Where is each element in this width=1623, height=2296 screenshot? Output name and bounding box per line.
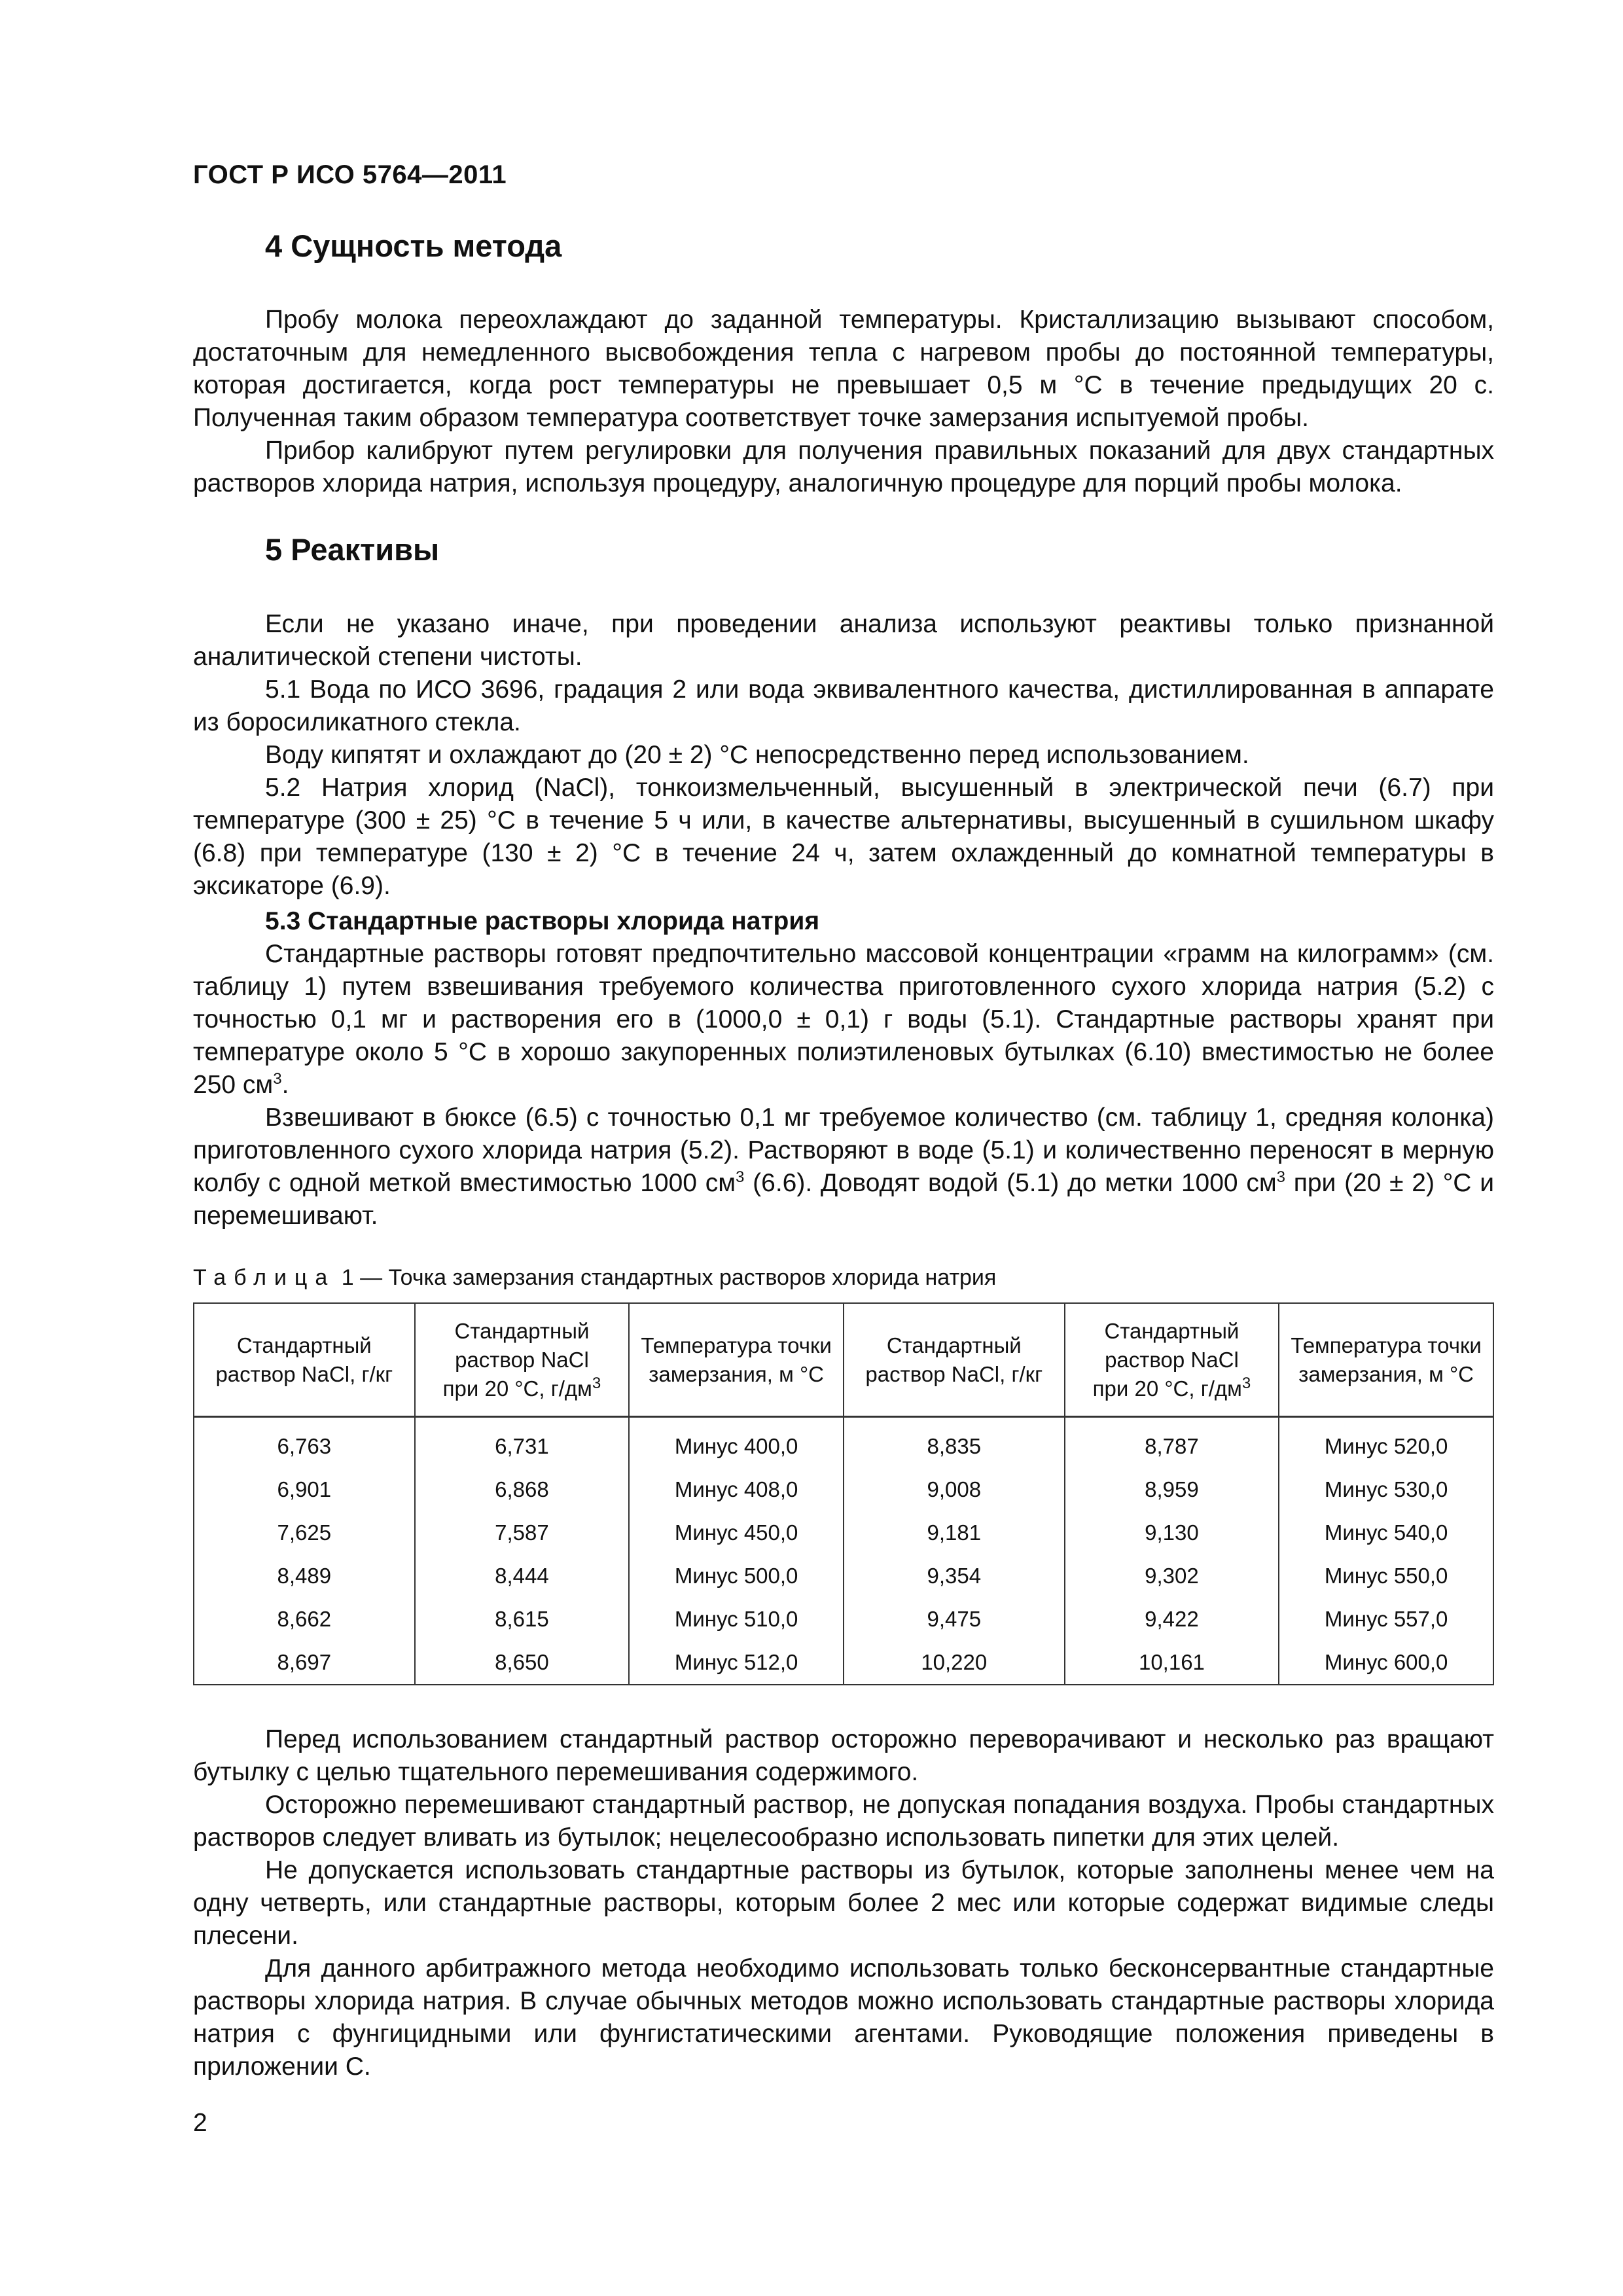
body-paragraph: Не допускается использовать стандартные растворы из бутылок, которые заполнены менее чем на одну четверть, или стандартные растворы, которым более 2 мес или которые содержат видимые следы плесени. [193, 1856, 1494, 1950]
table-cell: 8,444 [415, 1554, 630, 1598]
table-header-cell [415, 1303, 630, 1417]
header-line: Стандартный [236, 1333, 372, 1357]
table-header-cell [1279, 1303, 1493, 1417]
table-header-cell [629, 1303, 844, 1417]
header-line: Температура точки [1291, 1333, 1482, 1357]
table-cell: 9,475 [844, 1598, 1065, 1641]
clause-5-2-paragraph: 5.2 Натрия хлорид (NaCl), тонкоизмельченный, высушенный в электрической печи (6.7) при температуре (300 ± 25) °С в течение 5 ч или, в качестве альтернативы, высушенный в сушильном шкафу (6.8) при температуре (130 ± 2) °С в течение 24 ч, затем охлажденный до комнатной температуры в эксикаторе (6.9). [193, 773, 1494, 900]
table-cell: 9,008 [844, 1468, 1065, 1511]
table-row [194, 1417, 1493, 1469]
clause-5-1-note-paragraph: Воду кипятят и охлаждают до (20 ± 2) °С непосредственно перед использованием. [265, 740, 1249, 769]
clause-5-3-subheading: 5.3 Стандартные растворы хлорида натрия [265, 906, 820, 935]
table-cell: Минус 512,0 [629, 1641, 844, 1685]
table-caption-prefix: Таблица [193, 1265, 336, 1290]
clause-5-3-text: (6.6). Доводят водой (5.1) до метки 1000 см [744, 1168, 1277, 1197]
body-paragraph: Для данного арбитражного метода необходимо использовать только бесконсервантные стандартные растворы хлорида натрия. В случае обычных методов можно использовать стандартные растворы хлорида натрия с фунгицидными или фунгистатическими агентами. Руководящие положения приведены в приложении С. [193, 1954, 1494, 2081]
clause-5-3-text: Взвешивают в бюксе (6.5) с точностью 0,1 мг требуемое количество (см. таблицу 1, средняя колонка) приготовленного сухого хлорида натрия (5.2). Растворяют в воде (5.1) и количественно переносят в мерную колбу с одной меткой вместимостью 1000 см [193, 1103, 1494, 1197]
table-cell: Минус 540,0 [1279, 1511, 1493, 1554]
header-line: замерзания, м °С [1298, 1361, 1474, 1386]
clause-5-1-paragraph: 5.1 Вода по ИСО 3696, градация 2 или вода эквивалентного качества, дистиллированная в аппарате из боросиликатного стекла. [193, 675, 1494, 736]
section-5-heading: 5 Реактивы [265, 532, 440, 567]
table-cell: 8,650 [415, 1641, 630, 1685]
table-cell: Минус 400,0 [629, 1417, 844, 1469]
document-code-header: ГОСТ Р ИСО 5764—2011 [193, 160, 507, 189]
clause-5-3-text: Стандартные растворы готовят предпочтительно массовой концентрации «грамм на килограмм» (см. таблицу 1) путем взвешивания требуемого количества приготовленного сухого хлорида натрия (5.2) с точностью 0,1 мг и растворения его в (1000,0 ± 0,1) г воды (5.1). Стандартные растворы хранят при температуре около 5 °С в хорошо закупоренных полиэтиленовых бутылках (6.10) вместимостью не более 250 см [193, 939, 1494, 1099]
superscript: 3 [273, 1069, 282, 1088]
table-cell: 6,731 [415, 1417, 630, 1469]
table-1-caption [193, 1265, 1494, 1291]
header-line: Температура точки [641, 1333, 832, 1357]
header-line: раствор NaCl [1105, 1347, 1239, 1372]
table-cell: 8,959 [1065, 1468, 1279, 1511]
table-cell: Минус 408,0 [629, 1468, 844, 1511]
header-line: Стандартный [1104, 1318, 1240, 1343]
header-line: при 20 °С, г/дм [442, 1376, 592, 1401]
table-row [194, 1511, 1493, 1554]
table-row [194, 1641, 1493, 1685]
table-caption-title: 1 — Точка замерзания стандартных растворов хлорида натрия [335, 1265, 997, 1290]
header-line: замерзания, м °С [649, 1361, 825, 1386]
section-4-heading: 4 Сущность метода [265, 228, 562, 263]
table-cell: 8,489 [194, 1554, 415, 1598]
table-cell: 9,181 [844, 1511, 1065, 1554]
superscript: 3 [1276, 1168, 1286, 1186]
table-row [194, 1468, 1493, 1511]
superscript: 3 [1241, 1374, 1251, 1392]
table-header-cell [1065, 1303, 1279, 1417]
header-line: раствор NaCl, г/кг [865, 1361, 1043, 1386]
table-cell: Минус 557,0 [1279, 1598, 1493, 1641]
table-cell: 7,587 [415, 1511, 630, 1554]
post-table-text [193, 1723, 1494, 2083]
header-line: при 20 °С, г/дм [1092, 1376, 1242, 1401]
table-cell: 9,302 [1065, 1554, 1279, 1598]
section-5-intro-paragraph: Если не указано иначе, при проведении анализа используют реактивы только признанной аналитической степени чистоты. [193, 609, 1494, 671]
table-cell: 8,697 [194, 1641, 415, 1685]
table-cell: 6,868 [415, 1468, 630, 1511]
header-line: раствор NaCl [455, 1347, 589, 1372]
header-line: Стандартный [454, 1318, 590, 1343]
table-cell: 7,625 [194, 1511, 415, 1554]
table-cell: Минус 510,0 [629, 1598, 844, 1641]
table-cell: 9,422 [1065, 1598, 1279, 1641]
table-cell: 9,354 [844, 1554, 1065, 1598]
table-row [194, 1598, 1493, 1641]
table-cell: Минус 550,0 [1279, 1554, 1493, 1598]
table-row [194, 1554, 1493, 1598]
document-page [193, 160, 1494, 2083]
table-cell: 6,901 [194, 1468, 415, 1511]
table-header-row [194, 1303, 1493, 1417]
header-line: Стандартный [886, 1333, 1022, 1357]
clause-5-3-text: . [281, 1070, 289, 1099]
table-cell: Минус 520,0 [1279, 1417, 1493, 1469]
table-cell: Минус 600,0 [1279, 1641, 1493, 1685]
table-cell: 8,787 [1065, 1417, 1279, 1469]
table-cell: 10,220 [844, 1641, 1065, 1685]
table-cell: Минус 500,0 [629, 1554, 844, 1598]
body-paragraph: Перед использованием стандартный раствор осторожно переворачивают и несколько раз вращают бутылку с целью тщательного перемешивания содержимого. [193, 1725, 1494, 1787]
table-cell: 10,161 [1065, 1641, 1279, 1685]
freezing-point-table [193, 1302, 1494, 1686]
clause-5-3-text: при (20 ± 2) °С и перемешивают. [193, 1168, 1494, 1230]
table-cell: 6,763 [194, 1417, 415, 1469]
superscript: 3 [736, 1168, 745, 1186]
section-4-paragraph: Прибор калибруют путем регулировки для получения правильных показаний для двух стандартных растворов хлорида натрия, используя процедуру, аналогичную процедуре для порций пробы молока. [193, 437, 1494, 498]
clause-5-3-paragraph-1 [193, 938, 1494, 1102]
section-4-paragraph: Пробу молока переохлаждают до заданной температуры. Кристаллизацию вызывают способом, достаточным для немедленного высвобождения тепла с нагревом пробы до постоянной температуры, которая достигается, когда рост температуры не превышает 0,5 м °С в течение предыдущих 20 с. Полученная таким образом температура соответствует точке замерзания испытуемой пробы. [193, 306, 1494, 433]
table-cell: 8,662 [194, 1598, 415, 1641]
table-cell: 8,615 [415, 1598, 630, 1641]
clause-5-3-paragraph-2 [193, 1102, 1494, 1232]
header-line: раствор NaCl, г/кг [215, 1361, 393, 1386]
page-number: 2 [193, 2109, 207, 2137]
table-cell: 9,130 [1065, 1511, 1279, 1554]
superscript: 3 [592, 1374, 601, 1392]
table-cell: Минус 530,0 [1279, 1468, 1493, 1511]
table-cell: Минус 450,0 [629, 1511, 844, 1554]
table-header-cell [844, 1303, 1065, 1417]
table-cell: 8,835 [844, 1417, 1065, 1469]
table-header-cell [194, 1303, 415, 1417]
body-paragraph: Осторожно перемешивают стандартный раствор, не допуская попадания воздуха. Пробы стандартных растворов следует вливать из бутылок; нецелесообразно использовать пипетки для этих целей. [193, 1791, 1494, 1852]
